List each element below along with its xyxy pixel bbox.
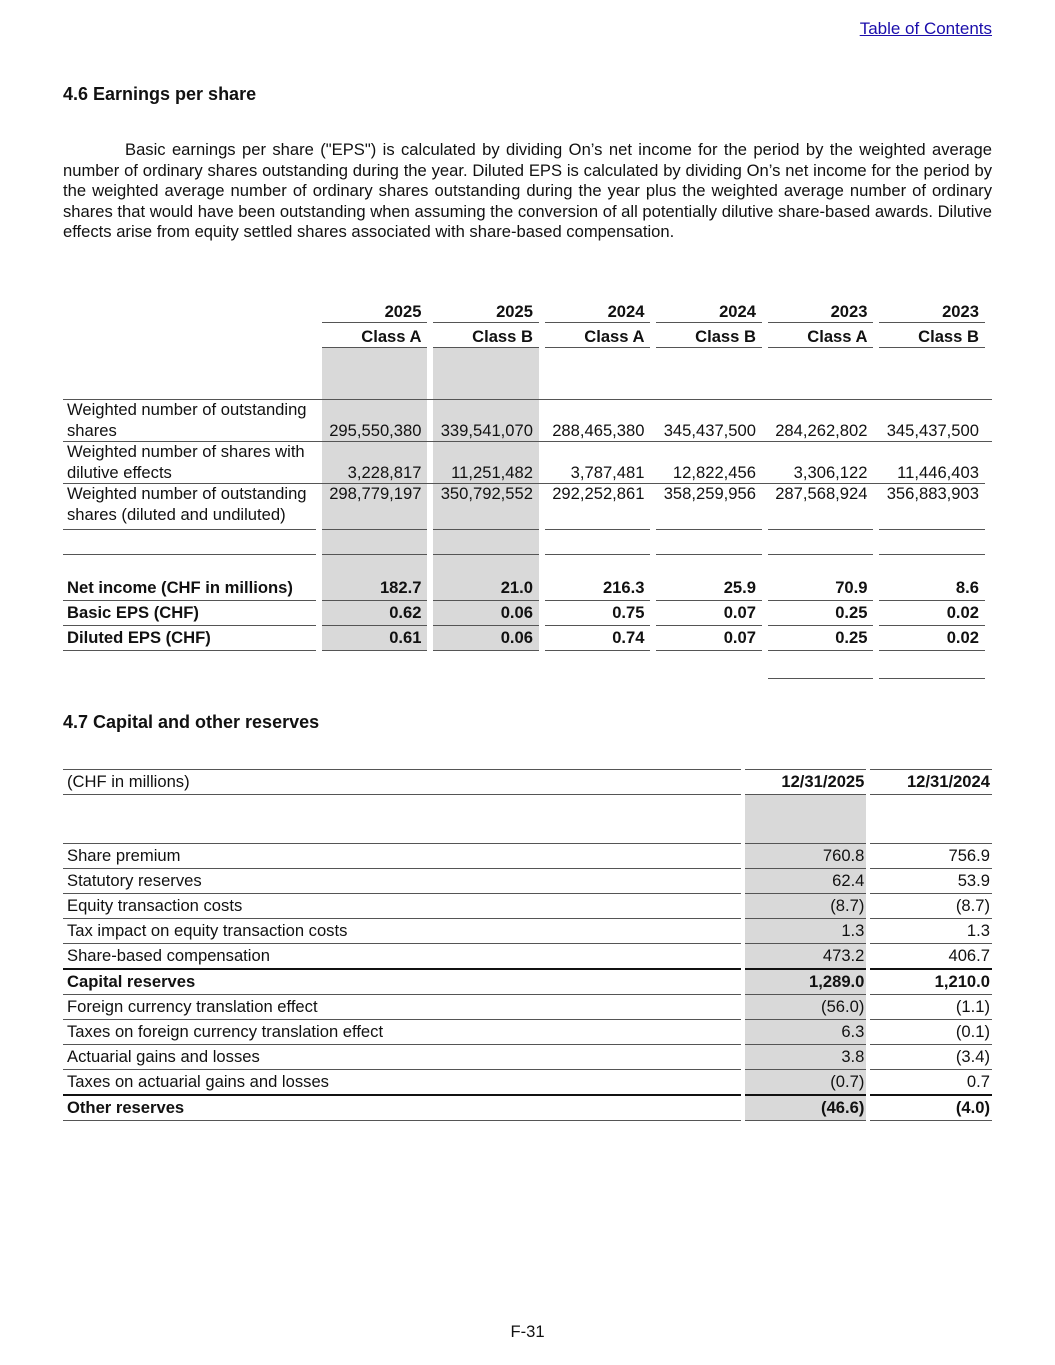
table-row [63, 843, 992, 869]
cell-value: 11,251,482 [433, 442, 539, 483]
cell-value: 356,883,903 [879, 483, 985, 530]
cell-value: (3.4) [870, 1045, 992, 1070]
cell-value: 62.4 [745, 869, 867, 894]
table-row [63, 399, 992, 442]
table-row [63, 894, 992, 919]
cell-value: 53.9 [870, 869, 992, 894]
column-class: Class A [322, 322, 428, 347]
table-row [63, 442, 992, 483]
cell-value: 756.9 [870, 843, 992, 869]
table-row [63, 1094, 992, 1121]
cell-value: 473.2 [745, 944, 867, 968]
cell-value: (46.6) [745, 1094, 867, 1121]
cell-value: 70.9 [768, 576, 874, 601]
cell-value: 287,568,924 [768, 483, 874, 530]
cell-value: 0.61 [322, 626, 428, 651]
table-row [63, 483, 992, 530]
row-label: Weighted number of outstanding shares (diluted and undiluted) [63, 483, 316, 530]
cell-value: 288,465,380 [545, 399, 651, 442]
cell-value: (8.7) [870, 894, 992, 919]
cell-value: 3,306,122 [793, 463, 868, 482]
cell-value: 0.07 [656, 601, 762, 626]
row-label: Statutory reserves [63, 869, 741, 894]
cell-value: (0.7) [745, 1070, 867, 1094]
table-row [63, 576, 992, 601]
column-class: Class A [768, 322, 874, 347]
cell-value: 292,252,861 [545, 483, 651, 530]
cell-value: 0.02 [879, 626, 985, 651]
cell-value: 760.8 [745, 843, 867, 869]
column-class: Class B [879, 322, 985, 347]
cell-value: 0.07 [656, 626, 762, 651]
cell-value: 406.7 [948, 946, 990, 965]
cell-value: 0.25 [768, 601, 874, 626]
column-date-2024: 12/31/2024 [870, 769, 992, 795]
cell-value: 339,541,070 [433, 399, 539, 442]
cell-value: (56.0) [745, 995, 867, 1020]
cell-value: 3,228,817 [322, 442, 428, 483]
cell-value: 0.75 [545, 601, 651, 626]
table-row [63, 601, 992, 626]
row-label: Capital reserves [63, 968, 741, 995]
row-label: Foreign currency translation effect [63, 995, 741, 1020]
cell-value: 0.06 [433, 601, 539, 626]
capital-section-title: 4.7 Capital and other reserves [63, 712, 320, 732]
cell-value: 0.74 [545, 626, 651, 651]
cell-value: (4.0) [870, 1094, 992, 1121]
cell-value: 6.3 [745, 1020, 867, 1045]
row-label: Weighted number of outstanding shares [63, 399, 316, 442]
row-label: Net income (CHF in millions) [63, 576, 316, 601]
cell-value: 345,437,500 [656, 399, 762, 442]
row-label: Diluted EPS (CHF) [63, 626, 316, 651]
row-label: Share-based compensation [67, 946, 270, 965]
cell-value: 0.02 [879, 601, 985, 626]
eps-intro-paragraph: Basic earnings per share ("EPS") is calculated by dividing On’s net income for the period by the weighted average number of ordinary shares outstanding during the year. Diluted EPS is calculated by dividing On’s net income for the period by the weighted average number of ordinary shares outstanding during the year plus the weighted average number of ordinary shares that would have been outstanding when assuming the conversion of all potentially dilutive share-based awards. Dilutive effects arise from equity settled shares associated with share-based compensation. [63, 140, 992, 242]
eps-table [63, 297, 992, 679]
cell-value: 21.0 [433, 576, 539, 601]
table-row [63, 919, 992, 944]
cell-value: (1.1) [870, 995, 992, 1020]
cell-value: 1.3 [745, 919, 867, 944]
row-label: Taxes on actuarial gains and losses [67, 1072, 329, 1091]
table-row [63, 1020, 992, 1045]
row-label: Actuarial gains and losses [63, 1045, 741, 1070]
cell-value: 8.6 [879, 576, 985, 601]
cell-value: 1,210.0 [870, 968, 992, 995]
eps-class-row [63, 322, 992, 347]
cell-value: 350,792,552 [433, 483, 539, 530]
cell-value: 216.3 [545, 576, 651, 601]
column-class: Class B [656, 322, 762, 347]
cell-value: (8.7) [745, 894, 867, 919]
cell-value: 1,289.0 [745, 968, 867, 995]
column-year: 2025 [384, 302, 422, 321]
capital-reserves-table [63, 769, 992, 1121]
row-label: Basic EPS (CHF) [63, 601, 316, 626]
cell-value: 284,262,802 [768, 399, 874, 442]
eps-section-title: 4.6 Earnings per share [63, 84, 257, 104]
row-label: Other reserves [63, 1094, 741, 1121]
capital-header-row [63, 769, 992, 795]
column-class: Class A [545, 322, 651, 347]
table-row [63, 968, 992, 995]
cell-value: 11,446,403 [897, 463, 979, 482]
cell-value: 3,787,481 [570, 463, 645, 482]
table-row [63, 944, 992, 968]
row-label: Share premium [63, 843, 741, 869]
row-label: Equity transaction costs [63, 894, 741, 919]
cell-value: 3.8 [745, 1045, 867, 1070]
header-label: (CHF in millions) [63, 769, 741, 795]
cell-value: 358,259,956 [656, 483, 762, 530]
row-label: Tax impact on equity transaction costs [63, 919, 741, 944]
cell-value: 345,437,500 [879, 399, 985, 442]
table-row [63, 1045, 992, 1070]
table-row [63, 995, 992, 1020]
column-class: Class B [433, 322, 539, 347]
table-row [63, 1070, 992, 1094]
cell-value: (0.1) [870, 1020, 992, 1045]
cell-value: 0.06 [433, 626, 539, 651]
column-year: 2023 [942, 302, 979, 321]
cell-value: 182.7 [322, 576, 428, 601]
row-label: Weighted number of shares with dilutive effects [67, 442, 305, 482]
cell-value: 1.3 [870, 919, 992, 944]
column-year: 2025 [496, 302, 533, 321]
cell-value: 0.25 [768, 626, 874, 651]
cell-value: 295,550,380 [322, 399, 428, 442]
page-number: F-31 [510, 1322, 545, 1341]
cell-value: 12,822,456 [672, 463, 756, 482]
column-date-2025: 12/31/2025 [745, 769, 867, 795]
table-row [63, 869, 992, 894]
cell-value: 25.9 [656, 576, 762, 601]
column-year: 2023 [830, 302, 868, 321]
eps-year-row [63, 297, 992, 322]
column-year: 2024 [607, 302, 645, 321]
cell-value: 0.7 [966, 1072, 990, 1091]
column-year: 2024 [719, 302, 756, 321]
cell-value: 0.62 [322, 601, 428, 626]
table-of-contents-link[interactable]: Table of Contents [859, 19, 992, 38]
cell-value: 298,779,197 [322, 483, 428, 530]
table-row [63, 626, 992, 651]
row-label: Taxes on foreign currency translation effect [63, 1020, 741, 1045]
